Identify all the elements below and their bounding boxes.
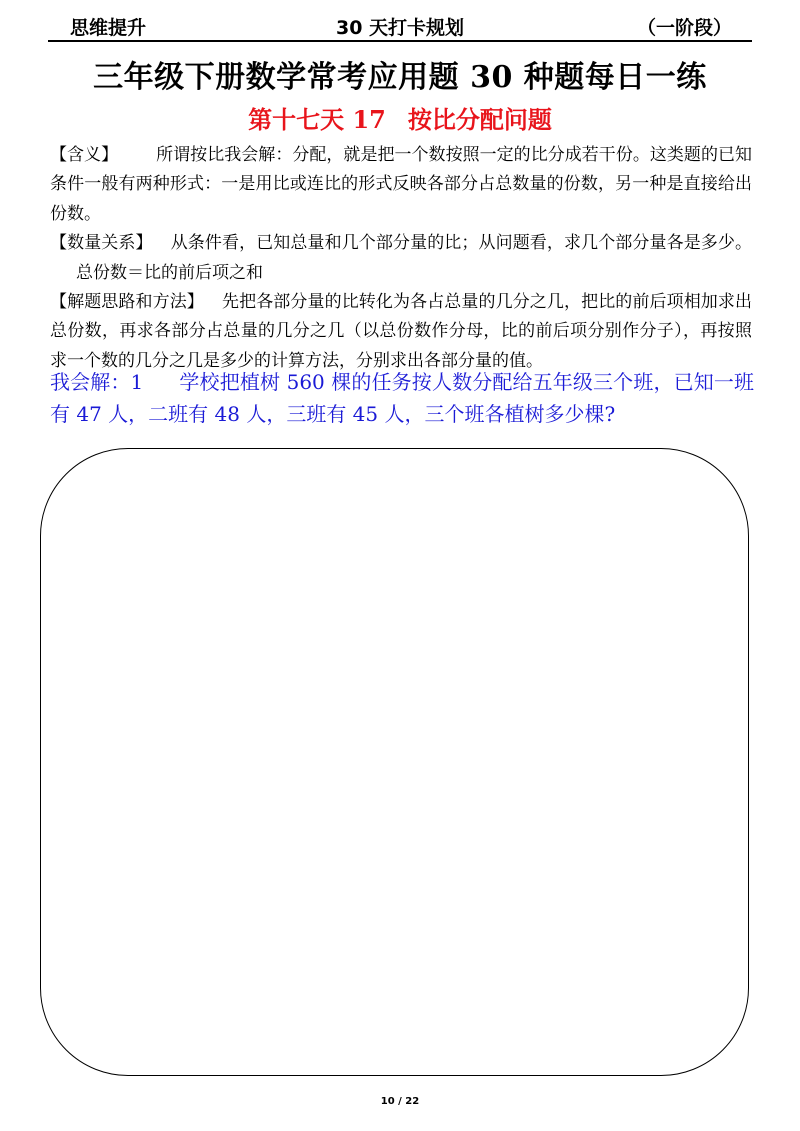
practice-problem <box>50 366 754 430</box>
page-header <box>48 10 752 42</box>
relation-section <box>50 229 752 288</box>
method-tag: 【解题思路和方法】 <box>50 292 204 313</box>
day-title <box>0 100 800 135</box>
problem-text: 学校把植树 560 棵的任务按人数分配给五年级三个班，已知一班有 47 人，二班有 48 人，三班有 45 人，三个班各植树多少棵? <box>50 370 754 426</box>
problem-label: 我会解：1 <box>50 370 144 394</box>
explanation-sections <box>50 141 752 376</box>
answer-writing-area[interactable] <box>40 448 749 1076</box>
relation-text: 从条件看，已知总量和几个部分量的比；从问题看，求几个部分量各是多少。 <box>170 233 753 254</box>
day-topic: 按比分配问题 <box>407 105 552 134</box>
method-section <box>50 288 752 376</box>
header-center-text: 30 天打卡规划 <box>335 17 465 39</box>
relation-tag: 【数量关系】 <box>50 233 153 254</box>
meaning-tag: 【含义】 <box>50 145 119 165</box>
day-number: 第十七天 17 <box>248 105 386 134</box>
meaning-section <box>50 141 752 229</box>
page-number: 10 / 22 <box>380 1096 420 1107</box>
header-right-text: （一阶段） <box>636 17 732 39</box>
relation-formula: 总份数＝比的前后项之和 <box>76 262 263 283</box>
header-left-text: 思维提升 <box>70 17 147 39</box>
meaning-text: 所谓按比我会解：分配，就是把一个数按照一定的比分成若干份。这类题的已知条件一般有两种形式：一是用比或连比的形式反映各部分占总数量的份数，另一种是直接给出份数。 <box>50 145 753 224</box>
document-title: 三年级下册数学常考应用题 30 种题每日一练 <box>93 60 707 95</box>
method-text: 先把各部分量的比转化为各占总量的几分之几，把比的前后项相加求出总份数，再求各部分占总量的几分之几（以总份数作分母，比的前后项分别作分子），再按照求一个数的几分之几是多少的计算方法，分别求出各部分量的值。 <box>50 292 753 371</box>
